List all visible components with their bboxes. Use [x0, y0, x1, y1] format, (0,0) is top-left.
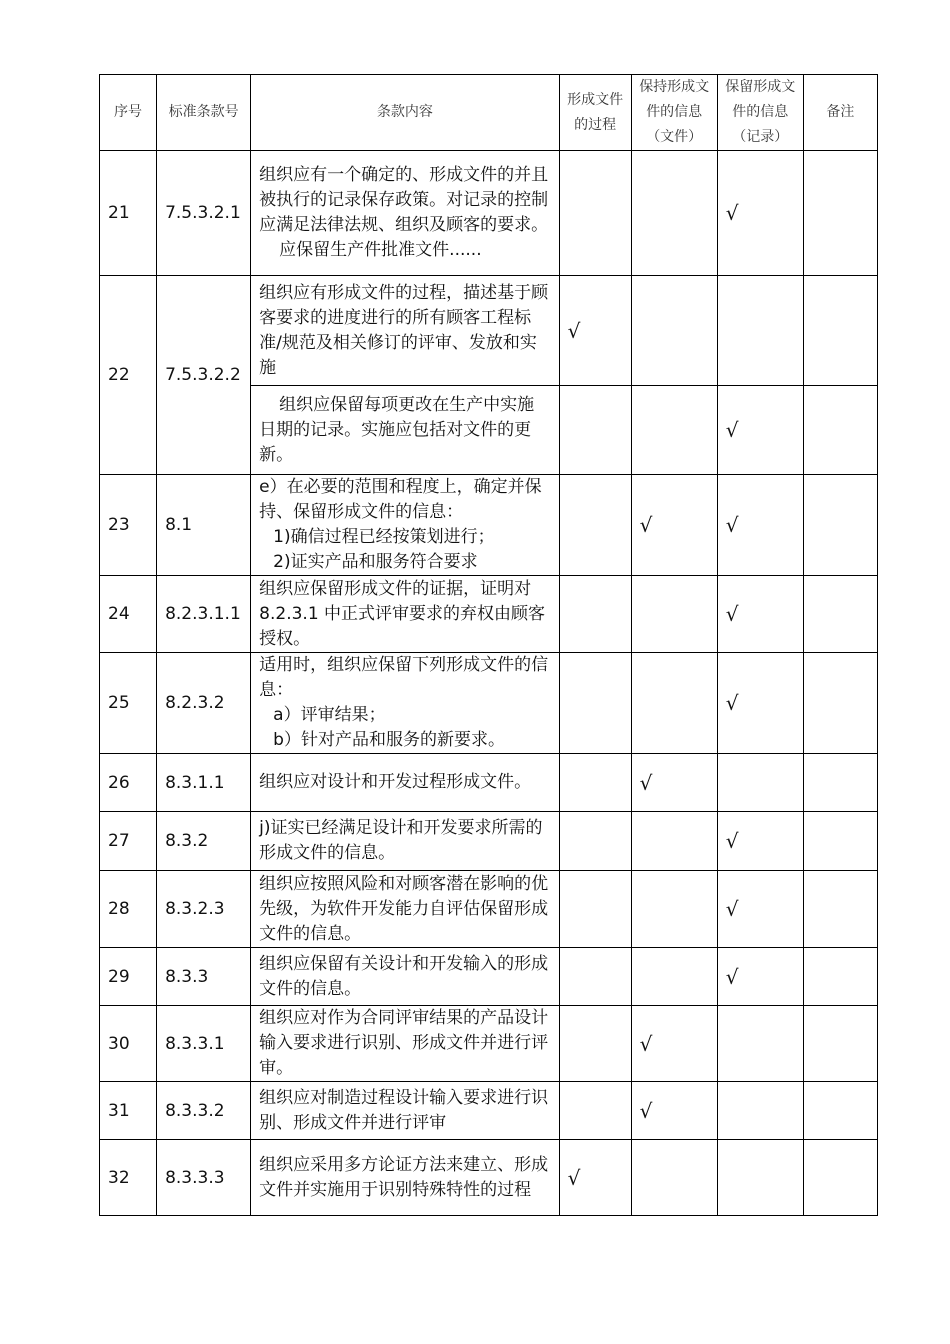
clause-number: 8.3.3.2 — [157, 1082, 251, 1140]
maintain-check-cell — [631, 948, 717, 1006]
process-check-cell — [559, 1006, 631, 1082]
retain-check-cell — [717, 754, 803, 812]
maintain-check-cell — [631, 871, 717, 948]
content-line: b）针对产品和服务的新要求。 — [273, 730, 505, 750]
content-line: j)证实已经满足设计和开发要求所需的形成文件的信息。 — [259, 818, 543, 863]
content-line: 应保留生产件批准文件...... — [279, 240, 482, 260]
content-line: e）在必要的范围和程度上，确定并保持、保留形成文件的信息： — [259, 477, 542, 522]
clause-number: 8.2.3.2 — [157, 653, 251, 754]
remark-cell — [803, 386, 877, 475]
check-mark-icon: √ — [567, 1165, 581, 1190]
clause-content — [251, 754, 559, 812]
check-mark-icon: √ — [725, 201, 739, 225]
clause-content — [251, 1140, 559, 1216]
content-line: 2)证实产品和服务符合要求 — [273, 552, 478, 572]
process-check-cell — [559, 475, 631, 576]
content-line: 组织应按照风险和对顾客潜在影响的优先级，为软件开发能力自评估保留形成文件的信息。 — [259, 873, 549, 944]
remark-cell — [803, 276, 877, 386]
table-row — [100, 754, 878, 812]
clause-number: 8.3.3.3 — [157, 1140, 251, 1216]
row-number: 32 — [100, 1140, 157, 1216]
table-row — [100, 151, 878, 276]
table-row — [100, 948, 878, 1006]
header-row — [100, 75, 878, 151]
row-number: 28 — [100, 871, 157, 948]
clause-number: 8.2.3.1.1 — [157, 576, 251, 653]
check-mark-icon: √ — [725, 513, 739, 537]
clause-content — [251, 386, 559, 475]
process-check-cell — [559, 948, 631, 1006]
check-mark-icon: √ — [725, 418, 739, 442]
remark-cell — [803, 812, 877, 871]
clause-number: 7.5.3.2.2 — [157, 276, 251, 475]
check-mark-icon: √ — [639, 1098, 653, 1123]
check-mark-icon: √ — [725, 964, 739, 989]
row-number: 27 — [100, 812, 157, 871]
clause-content — [251, 576, 559, 653]
content-line: 1)确信过程已经按策划进行； — [273, 527, 495, 547]
clause-number: 8.3.1.1 — [157, 754, 251, 812]
check-mark-icon: √ — [639, 770, 653, 795]
retain-check-cell — [717, 1140, 803, 1216]
clause-table — [99, 74, 878, 1216]
check-mark-icon: √ — [567, 318, 581, 343]
content-line: 组织应对制造过程设计输入要求进行识别、形成文件并进行评审 — [259, 1087, 549, 1133]
header-retain: 保留形成文件的信息（记录） — [717, 75, 803, 151]
maintain-check-cell — [631, 754, 717, 812]
check-mark-icon: √ — [725, 602, 739, 626]
retain-check-cell — [717, 948, 803, 1006]
row-number: 22 — [100, 276, 157, 475]
row-number: 23 — [100, 475, 157, 576]
header-clause: 标准条款号 — [157, 75, 251, 151]
row-number: 21 — [100, 151, 157, 276]
row-number: 24 — [100, 576, 157, 653]
remark-cell — [803, 1006, 877, 1082]
retain-check-cell — [717, 475, 803, 576]
row-number: 30 — [100, 1006, 157, 1082]
check-mark-icon: √ — [639, 1031, 653, 1056]
retain-check-cell — [717, 1006, 803, 1082]
table-row — [100, 576, 878, 653]
row-number: 29 — [100, 948, 157, 1006]
table-row — [100, 871, 878, 948]
table-row — [100, 1140, 878, 1216]
header-process: 形成文件的过程 — [559, 75, 631, 151]
check-mark-icon: √ — [725, 829, 739, 853]
clause-content — [251, 653, 559, 754]
table-row — [100, 1082, 878, 1140]
maintain-check-cell — [631, 276, 717, 386]
clause-content — [251, 871, 559, 948]
process-check-cell — [559, 812, 631, 871]
remark-cell — [803, 948, 877, 1006]
table-row — [100, 653, 878, 754]
content-line: 组织应保留形成文件的证据，证明对 8.2.3.1 中正式评审要求的弃权由顾客授权。 — [259, 578, 546, 649]
remark-cell — [803, 871, 877, 948]
process-check-cell — [559, 754, 631, 812]
clause-content — [251, 475, 559, 576]
maintain-check-cell — [631, 576, 717, 653]
clause-number: 8.3.3 — [157, 948, 251, 1006]
process-check-cell — [559, 151, 631, 276]
table-row — [100, 812, 878, 871]
clause-number: 8.3.2 — [157, 812, 251, 871]
process-check-cell — [559, 871, 631, 948]
content-line: 组织应保留每项更改在生产中实施日期的记录。实施应包括对文件的更新。 — [259, 394, 535, 465]
clause-content — [251, 276, 559, 386]
content-line: 组织应有一个确定的、形成文件的并且被执行的记录保存政策。对记录的控制应满足法律法规、组织及顾客的要求。 — [259, 165, 549, 235]
content-line: 组织应有形成文件的过程，描述基于顾客要求的进度进行的所有顾客工程标准/规范及相关修订的评审、发放和实施 — [259, 282, 549, 378]
remark-cell — [803, 576, 877, 653]
maintain-check-cell — [631, 1140, 717, 1216]
retain-check-cell — [717, 276, 803, 386]
maintain-check-cell — [631, 151, 717, 276]
retain-check-cell — [717, 653, 803, 754]
clause-content — [251, 812, 559, 871]
row-number: 25 — [100, 653, 157, 754]
header-maintain: 保持形成文件的信息（文件） — [631, 75, 717, 151]
table-row — [100, 475, 878, 576]
header-no: 序号 — [100, 75, 157, 151]
header-remark: 备注 — [803, 75, 877, 151]
retain-check-cell — [717, 871, 803, 948]
header-content: 条款内容 — [251, 75, 559, 151]
remark-cell — [803, 151, 877, 276]
process-check-cell — [559, 576, 631, 653]
clause-number: 8.3.3.1 — [157, 1006, 251, 1082]
remark-cell — [803, 754, 877, 812]
content-line: 组织应对作为合同评审结果的产品设计输入要求进行识别、形成文件并进行评审。 — [259, 1008, 549, 1078]
clause-content — [251, 151, 559, 276]
retain-check-cell — [717, 576, 803, 653]
row-number: 31 — [100, 1082, 157, 1140]
content-line: a）评审结果； — [273, 705, 386, 725]
clause-number: 8.3.2.3 — [157, 871, 251, 948]
content-line: 组织应采用多方论证方法来建立、形成文件并实施用于识别特殊特性的过程 — [259, 1154, 549, 1200]
remark-cell — [803, 475, 877, 576]
maintain-check-cell — [631, 1006, 717, 1082]
remark-cell — [803, 653, 877, 754]
table-row — [100, 276, 878, 386]
content-line: 组织应对设计和开发过程形成文件。 — [259, 772, 532, 792]
process-check-cell — [559, 386, 631, 475]
maintain-check-cell — [631, 475, 717, 576]
process-check-cell — [559, 1140, 631, 1216]
check-mark-icon: √ — [725, 691, 739, 715]
clause-number: 8.1 — [157, 475, 251, 576]
remark-cell — [803, 1140, 877, 1216]
maintain-check-cell — [631, 386, 717, 475]
row-number: 26 — [100, 754, 157, 812]
clause-number: 7.5.3.2.1 — [157, 151, 251, 276]
retain-check-cell — [717, 151, 803, 276]
content-line: 组织应保留有关设计和开发输入的形成文件的信息。 — [259, 953, 549, 999]
retain-check-cell — [717, 386, 803, 475]
retain-check-cell — [717, 1082, 803, 1140]
retain-check-cell — [717, 812, 803, 871]
check-mark-icon: √ — [725, 897, 739, 921]
clause-content — [251, 1082, 559, 1140]
maintain-check-cell — [631, 653, 717, 754]
process-check-cell — [559, 653, 631, 754]
clause-content — [251, 948, 559, 1006]
content-line: 适用时，组织应保留下列形成文件的信息： — [259, 655, 549, 700]
check-mark-icon: √ — [639, 513, 653, 537]
remark-cell — [803, 1082, 877, 1140]
maintain-check-cell — [631, 812, 717, 871]
clause-content — [251, 1006, 559, 1082]
table-row — [100, 1006, 878, 1082]
maintain-check-cell — [631, 1082, 717, 1140]
process-check-cell — [559, 1082, 631, 1140]
process-check-cell — [559, 276, 631, 386]
